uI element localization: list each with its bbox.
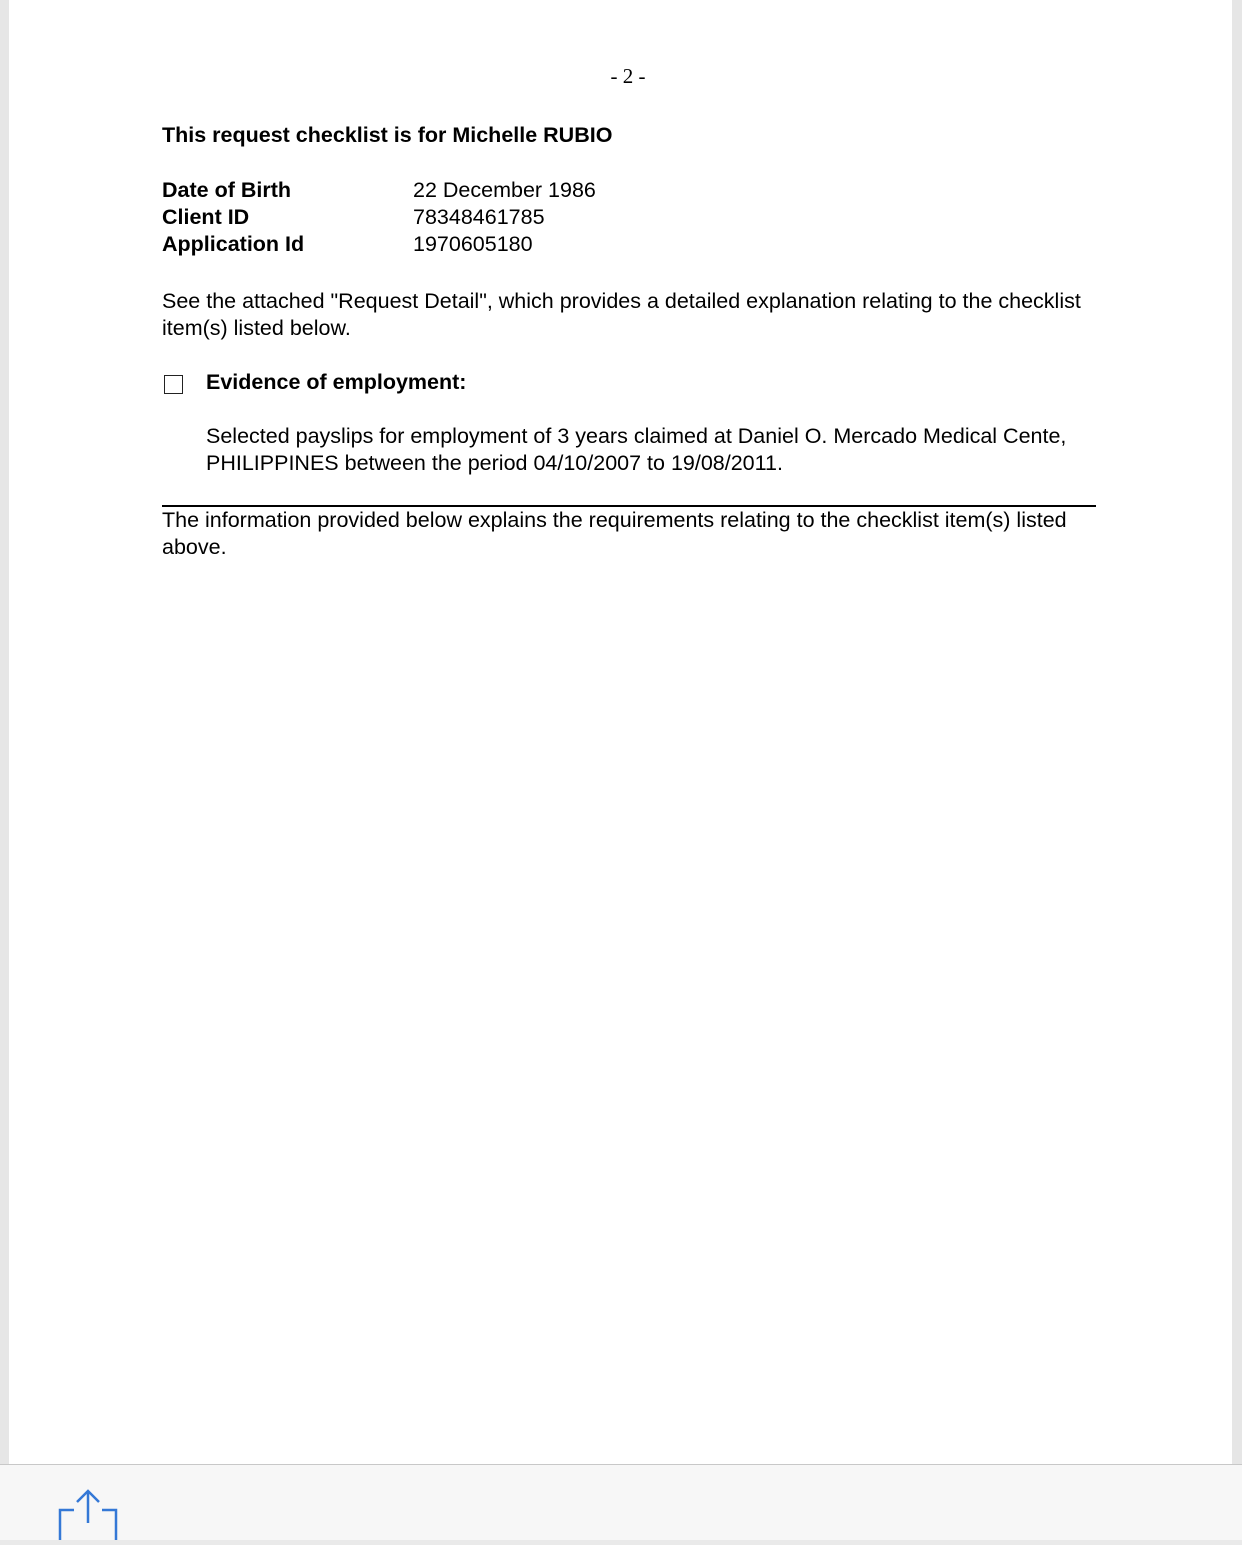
client-details [162, 177, 596, 258]
share-button[interactable] [52, 1489, 124, 1540]
detail-label: Client ID [162, 205, 250, 229]
detail-label: Date of Birth [162, 178, 291, 202]
intro-paragraph: See the attached "Request Detail", which provides a detailed explanation relating to the checklist item(s) listed below. [162, 289, 1081, 340]
bottom-toolbar [0, 1464, 1242, 1540]
page-number: - 2 - [610, 64, 646, 88]
checklist-item-description: Selected payslips for employment of 3 years claimed at Daniel O. Mercado Medical Cente, PHILIPPINES between the period 04/10/2007 to 19/08/2011. [206, 424, 1067, 475]
detail-label: Application Id [162, 232, 305, 256]
detail-row-client-id [162, 204, 596, 231]
requirements-note: The information provided below explains the requirements relating to the checklist item(s) listed above. [162, 508, 1067, 559]
detail-value: 22 December 1986 [413, 178, 596, 202]
detail-row-date-of-birth [162, 177, 596, 204]
detail-value: 1970605180 [413, 232, 533, 256]
document-page [9, 0, 1232, 1464]
detail-row-application-id [162, 231, 596, 258]
share-icon [52, 1489, 124, 1540]
checklist-item-title: Evidence of employment: [206, 370, 467, 394]
detail-value: 78348461785 [413, 205, 545, 229]
page-title: This request checklist is for Michelle RUBIO [162, 123, 613, 147]
checklist-item [162, 369, 466, 396]
checkbox-icon [164, 375, 183, 394]
